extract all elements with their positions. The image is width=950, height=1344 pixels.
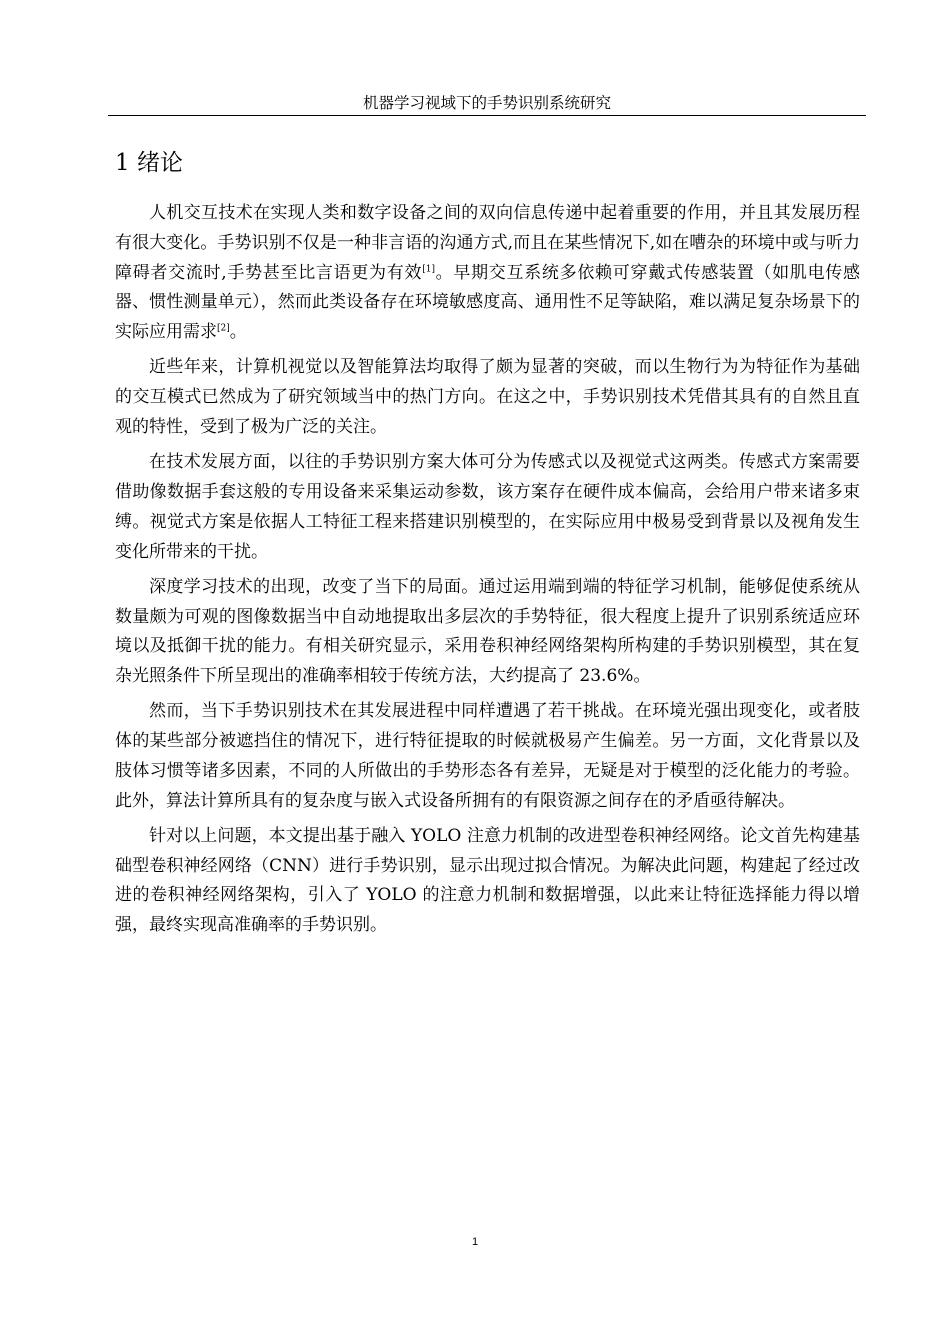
body-text [115,199,860,946]
paragraph [115,199,860,348]
paragraph [115,697,860,816]
text-run: 人机交互技术在实现人类和数字设备之间的双向信息传递中起着重要的作用，并且其发展历程有很大变化。手势识别不仅是一种非言语的沟通方式,而且在某些情况下,如在嘈杂的环境中或与听力障碍者交流时,手势甚至比言语更为有效 [115,203,860,283]
citation-ref: [2] [217,323,230,334]
page-number: 1 [471,1236,479,1248]
text-run: 。早期交互系统多依赖可穿戴式传感装置（如肌电传感器、惯性测量单元），然而此类设备存在环境敏感度高、通用性不足等缺陷，难以满足复杂场景下的实际应用需求 [115,262,861,343]
paragraph [115,353,860,442]
running-header: 机器学习视域下的手势识别系统研究 [362,94,611,112]
text-run: 然而，当下手势识别技术在其发展进程中同样遭遇了若干挑战。在环境光强出现变化，或者肢体的某些部分被遮挡住的情况下，进行特征提取的时候就极易产生偏差。另一方面，文化背景以及肢体习惯等诸多因素，不同的人所做出的手势形态各有差异，无疑是对于模型的泛化能力的考验。此外，算法计算所具有的复杂度与嵌入式设备所拥有的有限资源之间存在的矛盾亟待解决。 [115,701,860,811]
text-run: 。 [229,322,247,343]
paragraph [115,822,860,941]
text-run: 近些年来，计算机视觉以及智能算法均取得了颇为显著的突破，而以生物行为为特征作为基础的交互模式已然成为了研究领域当中的热门方向。在这之中，手势识别技术凭借其具有的自然且直观的特性，受到了极为广泛的关注。 [115,357,860,437]
chapter-title: 1 绪论 [115,150,183,176]
text-run: 深度学习技术的出现，改变了当下的局面。通过运用端到端的特征学习机制，能够促使系统从数量颇为可观的图像数据当中自动地提取出多层次的手势特征，很大程度上提升了识别系统适应环境以及抵御干扰的能力。有相关研究显示，采用卷积神经网络架构所构建的手势识别模型，其在复杂光照条件下所呈现出的准确率相较于传统方法，大约提高了 23.6%。 [115,576,860,687]
paragraph [115,448,860,567]
citation-ref: [1] [422,263,435,274]
text-run: 针对以上问题，本文提出基于融入 YOLO 注意力机制的改进型卷积神经网络。论文首先构建基础型卷积神经网络（CNN）进行手势识别，显示出现过拟合情况。为解决此问题，构建起了经过改进的卷积神经网络架构，引入了 YOLO 的注意力机制和数据增强，以此来让特征选择能力得以增强，最终实现高准确率的手势识别。 [115,825,860,936]
paragraph [115,573,860,692]
header-divider [108,115,866,116]
text-run: 在技术发展方面，以往的手势识别方案大体可分为传感式以及视觉式这两类。传感式方案需要借助像数据手套这般的专用设备来采集运动参数，该方案存在硬件成本偏高，会给用户带来诸多束缚。视觉式方案是依据人工特征工程来搭建识别模型的，在实际应用中极易受到背景以及视角发生变化所带来的干扰。 [115,452,860,562]
